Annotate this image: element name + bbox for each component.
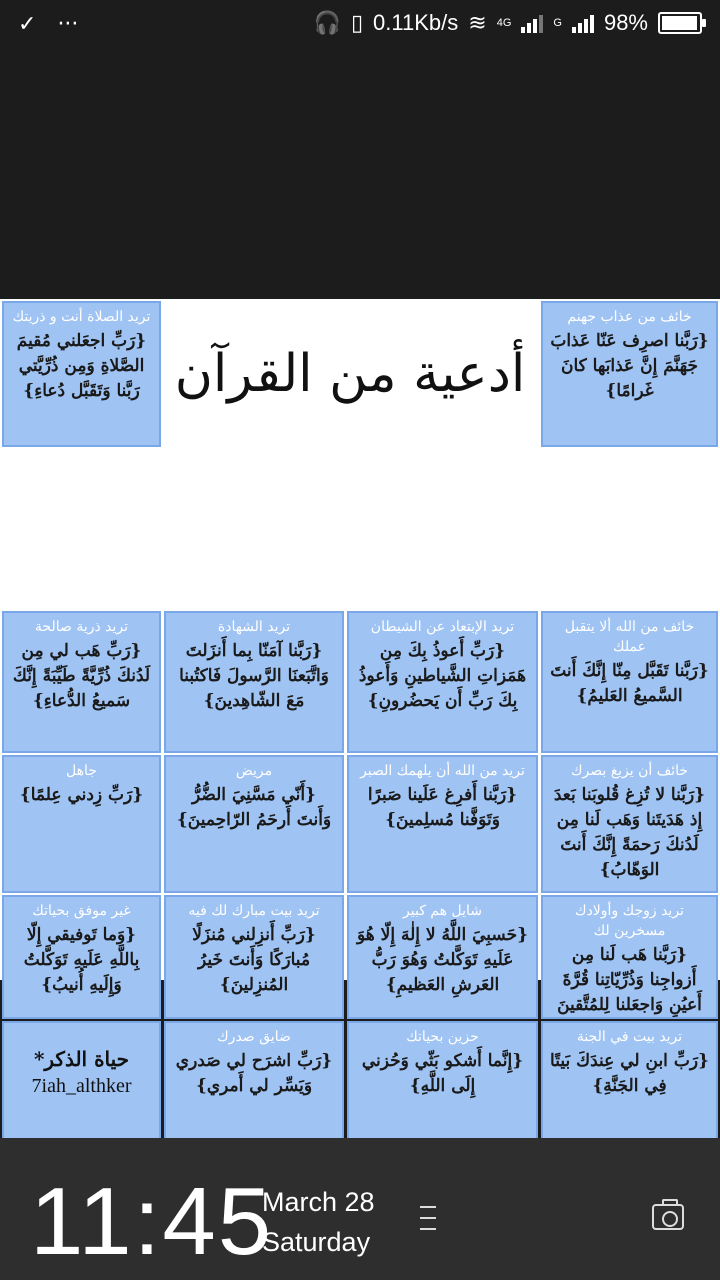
dua-situation: تريد ذرية صالحة — [34, 619, 129, 635]
dua-situation: تريد الصلاة أنت و ذريتك — [12, 309, 151, 325]
dua-text: {رَبَّنا هَب لَنا مِن أَزواجِنا وَذُرِّيّاتِنا قُرَّةَ أَعيُنٍ وَاجعَلنا لِلمُتَّقينَ — [557, 945, 702, 1015]
dua-text: {رَبَّنا لا تُزِغ قُلوبَنا بَعدَ إِذ هَدَيتَنا وَهَب لَنا مِن لَدُنكَ رَحمَةً إِنَّكَ أَنتَ الوَهّابُ} — [553, 785, 706, 880]
dua-situation: خائف من الله ألا يتقبل عملك — [564, 619, 695, 655]
dua-card — [541, 895, 718, 1019]
dua-text: {رَبَّنا تَقَبَّل مِنّا إِنَّكَ أَنتَ السَّميعُ العَليمُ} — [550, 661, 709, 706]
dua-situation: تريد زوجك وأولادك مسخرين لك — [575, 903, 684, 939]
headset-icon: 🎧 — [313, 10, 341, 35]
image-title: أدعية من القرآن — [174, 344, 526, 404]
dua-card — [164, 895, 344, 1019]
dua-card — [347, 611, 538, 753]
vibrate-icon: ▯ — [350, 10, 364, 35]
dua-card — [164, 611, 344, 753]
date-weekday: Saturday — [262, 1227, 371, 1257]
status-right — [314, 10, 702, 36]
clock-date — [262, 1182, 375, 1262]
dua-text: {رَبِّ زِدني عِلمًا} — [19, 785, 144, 805]
dua-text: {رَبِّ ابنِ لي عِندَكَ بَيتًا فِي الجَنَّةِ} — [550, 1051, 709, 1096]
date-month-day: March 28 — [262, 1187, 375, 1217]
network-speed: 0.11Kb/s — [373, 10, 459, 35]
dua-card — [347, 895, 538, 1019]
dua-text: {رَبِّ اشرَح لي صَدري وَيَسِّر لي أَمري} — [175, 1051, 333, 1096]
dua-situation: تريد بيت في الجنة — [576, 1029, 683, 1045]
dua-card — [2, 755, 161, 893]
menu-icon[interactable] — [420, 1206, 436, 1239]
more-notifications-icon: ··· — [57, 12, 79, 37]
battery-icon — [658, 12, 702, 34]
dua-text: {رَبَّنا آمَنّا بِما أَنزَلتَ وَاتَّبَعنَا الرَّسولَ فَاكتُبنا مَعَ الشّاهِدينَ} — [179, 641, 329, 711]
dua-text: {حَسبِيَ اللَّهُ لا إِلٰهَ إِلّا هُوَ عَلَيهِ تَوَكَّلتُ وَهُوَ رَبُّ العَرشِ العَظيمِ} — [356, 925, 529, 995]
dua-card — [164, 755, 344, 893]
battery-percent: 98% — [603, 10, 648, 35]
dua-text: {رَبِّ أَعوذُ بِكَ مِن هَمَزاتِ الشَّياطينِ وَأَعوذُ بِكَ رَبِّ أَن يَحضُرونِ} — [358, 641, 527, 711]
lockscreen-bar — [0, 1138, 720, 1280]
network-type-1: 4G — [496, 17, 512, 29]
dua-situation: تريد بيت مبارك لك فيه — [188, 903, 320, 919]
brand-handle: 7iah_althker — [31, 1075, 132, 1097]
dua-situation: حزين بحياتك — [406, 1029, 479, 1045]
dua-text: {رَبَّنا أَفرِغ عَلَينا صَبرًا وَتَوَفَّنا مُسلِمينَ} — [367, 785, 518, 830]
dua-situation: جاهل — [66, 763, 97, 779]
dua-situation: تريد الإبتعاد عن الشيطان — [370, 619, 515, 635]
dua-text: {رَبِّ اجعَلني مُقيمَ الصَّلاةِ وَمِن ذُرِّيَّتي رَبَّنا وَتَقَبَّل دُعاءِ} — [16, 331, 147, 401]
dua-situation: خائف أن يزيغ بصرك — [570, 763, 689, 779]
dua-situation: غير موفق بحياتك — [32, 903, 131, 919]
dua-situation: تريد من الله أن يلهمك الصبر — [360, 763, 525, 779]
dua-card — [541, 301, 718, 447]
camera-icon[interactable] — [652, 1204, 684, 1230]
dua-card — [2, 895, 161, 1019]
brand-arabic: حياة الذكر* — [33, 1047, 130, 1071]
signal-2-icon — [572, 13, 594, 33]
dua-text: {رَبِّ أَنزِلني مُنزَلًا مُبارَكًا وَأَنتَ خَيرُ المُنزِلينَ} — [192, 925, 316, 995]
network-type-2: G — [553, 17, 562, 29]
dua-text: {وَما تَوفيقي إِلّا بِاللَّهِ عَلَيهِ تَوَكَّلتُ وَإِلَيهِ أُنيبُ} — [23, 925, 140, 995]
dua-situation: تريد الشهادة — [217, 619, 291, 635]
download-done-icon: ✓ — [18, 12, 37, 37]
dua-text: {رَبَّنا اصرِف عَنّا عَذابَ جَهَنَّمَ إِنَّ عَذابَها كانَ غَرامًا} — [550, 331, 709, 401]
signal-1-icon — [521, 13, 543, 33]
dua-situation: ضايق صدرك — [217, 1029, 291, 1045]
dua-text: {إِنَّما أَشكو بَثّي وَحُزني إِلَى اللَّهِ} — [361, 1051, 524, 1096]
dua-text: {أَنّي مَسَّنِيَ الضُّرُّ وَأَنتَ أَرحَمُ الرّاحِمينَ} — [176, 785, 332, 830]
dua-card — [2, 611, 161, 753]
dua-situation: شايل هم كبير — [403, 903, 482, 919]
dua-situation: مريض — [235, 763, 273, 779]
dua-text: {رَبِّ هَب لي مِن لَدُنكَ ذُرِّيَّةً طَيِّبَةً إِنَّكَ سَميعُ الدُّعاءِ} — [12, 641, 151, 711]
dua-situation: خائف من عذاب جهنم — [567, 309, 692, 325]
status-bar — [0, 0, 720, 52]
dua-card — [541, 755, 718, 893]
status-left — [18, 12, 92, 37]
clock-time: 11:45 — [30, 1168, 274, 1275]
dua-card — [347, 755, 538, 893]
dua-image — [0, 299, 720, 1097]
wifi-icon: ≋ — [468, 10, 487, 35]
dua-card — [541, 611, 718, 753]
dua-card — [2, 301, 161, 447]
